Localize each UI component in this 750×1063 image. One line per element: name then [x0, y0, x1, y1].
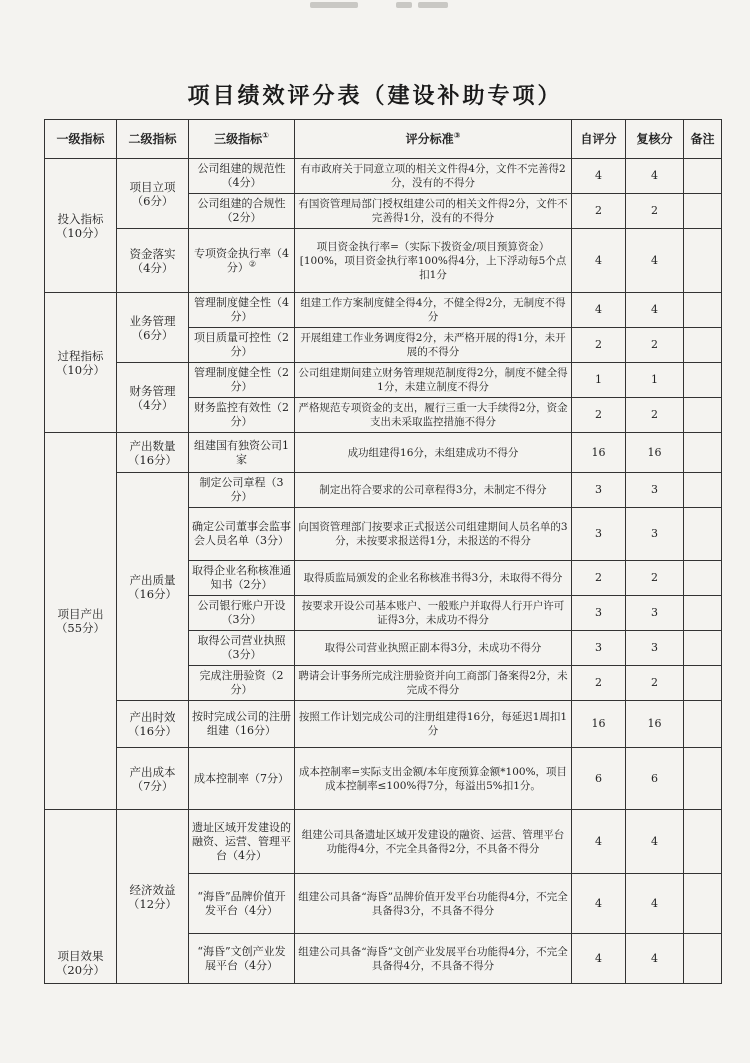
standard-cell: 严格规范专项资金的支出，履行三重一大手续得2分，资金支出未采取监控措施不得分: [295, 398, 572, 433]
review-score-cell: 2: [626, 561, 684, 596]
table-row: [45, 363, 722, 398]
level3-cell: 管理制度健全性（4分）: [189, 293, 295, 328]
level2-cell: 产出成本 （7分）: [117, 748, 189, 810]
table-row: [45, 701, 722, 748]
level3-cell: 公司组建的合规性（2分）: [189, 194, 295, 229]
level3-cell: 管理制度健全性（2分）: [189, 363, 295, 398]
standard-cell: 组建公司具备“海昏”品牌价值开发平台功能得4分，不完全具备得3分，不具备不得分: [295, 874, 572, 934]
remark-cell: [684, 748, 722, 810]
standard-cell: 按要求开设公司基本账户、一般账户并取得人行开户许可证得3分，未成功不得分: [295, 596, 572, 631]
standard-cell: 有市政府关于同意立项的相关文件得4分，文件不完善得2分，没有的不得分: [295, 159, 572, 194]
footnote-mark: ③: [453, 131, 461, 140]
score-table: [44, 119, 722, 984]
level2-cell: 产出质量 （16分）: [117, 473, 189, 701]
level2-cell: 项目立项 （6分）: [117, 159, 189, 229]
remark-cell: [684, 810, 722, 874]
level2-cell: 产出数量 （16分）: [117, 433, 189, 473]
level2-cell: 财务管理 （4分）: [117, 363, 189, 433]
review-score-cell: 4: [626, 874, 684, 934]
level3-cell: 确定公司董事会监事会人员名单（3分）: [189, 508, 295, 561]
standard-cell: 按照工作计划完成公司的注册组建得16分，每延迟1周扣1分: [295, 701, 572, 748]
level3-cell: 公司组建的规范性（4分）: [189, 159, 295, 194]
review-score-cell: 4: [626, 934, 684, 984]
remark-cell: [684, 934, 722, 984]
remark-cell: [684, 159, 722, 194]
standard-cell: 项目资金执行率=（实际下拨资金/项目预算资金）[100%，项目资金执行率100%得4分，上下浮动每5个点扣1分: [295, 229, 572, 293]
level3-cell: 按时完成公司的注册组建（16分）: [189, 701, 295, 748]
self-score-cell: 16: [572, 701, 626, 748]
standard-cell: 向国资管理部门按要求正式报送公司组建期间人员名单的3分，未按要求报送得1分，未报送的不得分: [295, 508, 572, 561]
page-title: 项目绩效评分表（建设补助专项）: [187, 84, 563, 109]
footnote-mark: ②: [248, 258, 257, 268]
level1-cell: 投入指标 （10分）: [45, 159, 117, 293]
header-row: [45, 120, 722, 159]
level3-cell: 取得企业名称核准通知书（2分）: [189, 561, 295, 596]
level3-cell: 取得公司营业执照（3分）: [189, 631, 295, 666]
level1-cell: 项目产出 （55分）: [45, 433, 117, 810]
self-score-cell: 2: [572, 194, 626, 229]
level1-cell: 项目效果 （20分）: [45, 810, 117, 984]
review-score-cell: 2: [626, 666, 684, 701]
level3-cell: 专项资金执行率（4分）②: [189, 229, 295, 293]
review-score-cell: 4: [626, 229, 684, 293]
self-score-cell: 2: [572, 666, 626, 701]
header-level2: 二级指标: [117, 120, 189, 159]
table-row: [45, 810, 722, 874]
self-score-cell: 6: [572, 748, 626, 810]
review-score-cell: 3: [626, 596, 684, 631]
level3-cell: 完成注册验资（2分）: [189, 666, 295, 701]
remark-cell: [684, 596, 722, 631]
standard-cell: 组建工作方案制度健全得4分，不健全得2分，无制度不得分: [295, 293, 572, 328]
self-score-cell: 4: [572, 874, 626, 934]
self-score-cell: 1: [572, 363, 626, 398]
level2-cell: 业务管理 （6分）: [117, 293, 189, 363]
remark-cell: [684, 229, 722, 293]
standard-cell: 取得公司营业执照正副本得3分，未成功不得分: [295, 631, 572, 666]
remark-cell: [684, 666, 722, 701]
level3-cell: 遗址区域开发建设的融资、运营、管理平台（4分）: [189, 810, 295, 874]
self-score-cell: 4: [572, 293, 626, 328]
standard-cell: 公司组建期间建立财务管理规范制度得2分，制度不健全得1分，未建立制度不得分: [295, 363, 572, 398]
level3-cell: 组建国有独资公司1家: [189, 433, 295, 473]
remark-cell: [684, 328, 722, 363]
header-standard: 评分标准③: [295, 120, 572, 159]
self-score-cell: 3: [572, 473, 626, 508]
self-score-cell: 2: [572, 561, 626, 596]
table-row: [45, 159, 722, 194]
remark-cell: [684, 433, 722, 473]
level3-cell: “海昏”品牌价值开发平台（4分）: [189, 874, 295, 934]
level3-cell: 制定公司章程（3分）: [189, 473, 295, 508]
level2-cell: 经济效益 （12分）: [117, 810, 189, 984]
self-score-cell: 2: [572, 328, 626, 363]
remark-cell: [684, 363, 722, 398]
level1-cell: 过程指标 （10分）: [45, 293, 117, 433]
remark-cell: [684, 874, 722, 934]
remark-cell: [684, 398, 722, 433]
standard-cell: 取得质监局颁发的企业名称核准书得3分，未取得不得分: [295, 561, 572, 596]
self-score-cell: 16: [572, 433, 626, 473]
standard-cell: 组建公司具备遗址区域开发建设的融资、运营、管理平台功能得4分，不完全具备得2分，不具备不得分: [295, 810, 572, 874]
level2-cell: 资金落实 （4分）: [117, 229, 189, 293]
table-row: [45, 473, 722, 508]
footnote-mark: ①: [262, 131, 269, 140]
remark-cell: [684, 508, 722, 561]
review-score-cell: 4: [626, 293, 684, 328]
standard-cell: 制定出符合要求的公司章程得3分，未制定不得分: [295, 473, 572, 508]
self-score-cell: 4: [572, 229, 626, 293]
self-score-cell: 4: [572, 159, 626, 194]
header-remark: 备注: [684, 120, 722, 159]
level3-cell: 成本控制率（7分）: [189, 748, 295, 810]
scan-marks: [300, 0, 460, 14]
header-review-score: 复核分: [626, 120, 684, 159]
review-score-cell: 3: [626, 473, 684, 508]
level3-cell: 公司银行账户开设（3分）: [189, 596, 295, 631]
header-level1: 一级指标: [45, 120, 117, 159]
self-score-cell: 4: [572, 934, 626, 984]
table-row: [45, 229, 722, 293]
table-row: [45, 433, 722, 473]
self-score-cell: 3: [572, 508, 626, 561]
level3-cell: 财务监控有效性（2分）: [189, 398, 295, 433]
review-score-cell: 4: [626, 159, 684, 194]
header-self-score: 自评分: [572, 120, 626, 159]
review-score-cell: 2: [626, 328, 684, 363]
standard-cell: 成功组建得16分，未组建成功不得分: [295, 433, 572, 473]
remark-cell: [684, 194, 722, 229]
review-score-cell: 16: [626, 701, 684, 748]
review-score-cell: 3: [626, 631, 684, 666]
self-score-cell: 2: [572, 398, 626, 433]
remark-cell: [684, 473, 722, 508]
level2-cell: 产出时效 （16分）: [117, 701, 189, 748]
review-score-cell: 2: [626, 398, 684, 433]
remark-cell: [684, 631, 722, 666]
review-score-cell: 2: [626, 194, 684, 229]
table-row: [45, 748, 722, 810]
standard-cell: 有国资管理局部门授权组建公司的相关文件得2分，文件不完善得1分，没有的不得分: [295, 194, 572, 229]
standard-cell: 组建公司具备“海昏”文创产业发展平台功能得4分，不完全具备得4分，不具备不得分: [295, 934, 572, 984]
header-level3: 三级指标①: [189, 120, 295, 159]
review-score-cell: 3: [626, 508, 684, 561]
level3-cell: “海昏”文创产业发展平台（4分）: [189, 934, 295, 984]
remark-cell: [684, 701, 722, 748]
standard-cell: 成本控制率=实际支出金额/本年度预算金额*100%，项目成本控制率≤100%得7分，每溢出5%扣1分。: [295, 748, 572, 810]
level3-cell: 项目质量可控性（2分）: [189, 328, 295, 363]
self-score-cell: 3: [572, 631, 626, 666]
self-score-cell: 4: [572, 810, 626, 874]
review-score-cell: 4: [626, 810, 684, 874]
review-score-cell: 6: [626, 748, 684, 810]
review-score-cell: 1: [626, 363, 684, 398]
table-row: [45, 293, 722, 328]
review-score-cell: 16: [626, 433, 684, 473]
remark-cell: [684, 561, 722, 596]
remark-cell: [684, 293, 722, 328]
standard-cell: 聘请会计事务所完成注册验资并向工商部门备案得2分，未完成不得分: [295, 666, 572, 701]
self-score-cell: 3: [572, 596, 626, 631]
standard-cell: 开展组建工作业务调度得2分，未严格开展的得1分，未开展的不得分: [295, 328, 572, 363]
